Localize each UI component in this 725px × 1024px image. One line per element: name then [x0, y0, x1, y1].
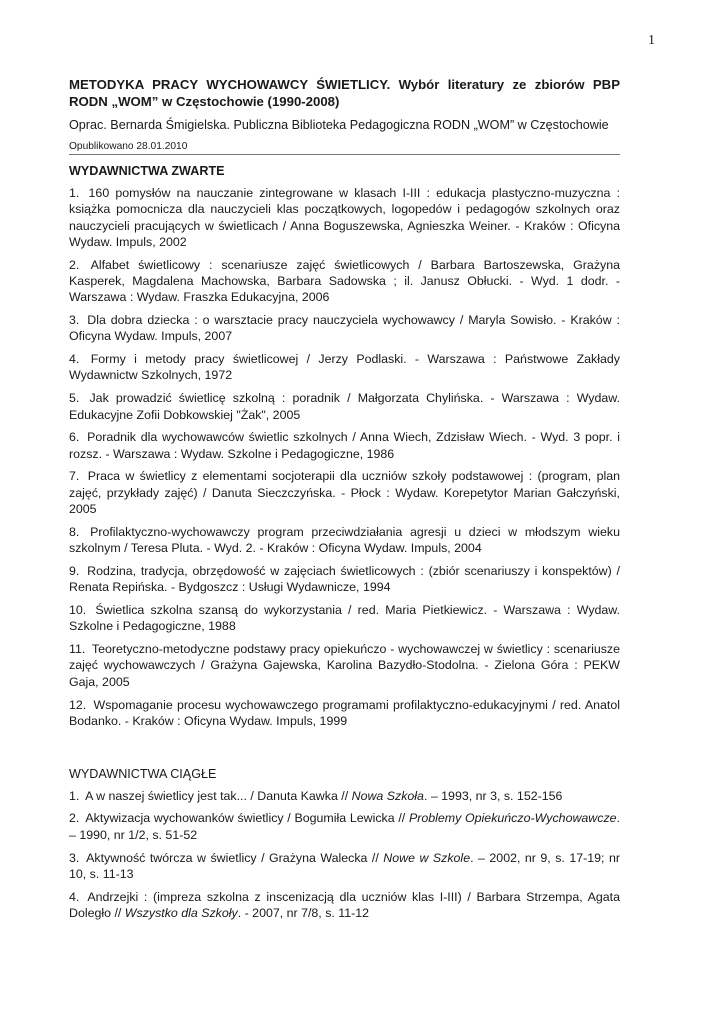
list-item: [69, 468, 620, 517]
list-item: [69, 563, 620, 596]
journal-title: Wszystko dla Szkoły: [124, 905, 238, 920]
list-item: [69, 889, 620, 922]
list-item: [69, 312, 620, 345]
serials-list: [69, 788, 620, 922]
page-number: 1: [648, 33, 655, 48]
document-title: METODYKA PRACY WYCHOWAWCY ŚWIETLICY. Wybór literatury ze zbiorów PBP RODN „WOM” w Częstochowie (1990-2008): [69, 77, 620, 109]
entry-number: 11.: [69, 642, 86, 657]
document-body: [69, 76, 620, 928]
entry-number: 2.: [69, 257, 80, 272]
entry-number: 6.: [69, 430, 80, 445]
entry-number: 4.: [69, 889, 80, 904]
list-item: [69, 697, 620, 730]
list-item: [69, 641, 620, 690]
entry-details: . – 1993, nr 3, s. 152-156: [423, 788, 563, 803]
entry-number: 9.: [69, 563, 80, 578]
entry-text: Rodzina, tradycja, obrzędowość w zajęciach świetlicowych : (zbiór scenariuszy i konspektów) / Renata Repińska. - Bydgoszcz : Usługi Wydawnicze, 1994: [69, 563, 620, 595]
entry-number: 10.: [69, 603, 87, 618]
entry-number: 12.: [69, 697, 87, 712]
entry-text: Poradnik dla wychowawców świetlic szkolnych / Anna Wiech, Zdzisław Wiech. - Wyd. 3 popr. i rozsz. - Warszawa : Wydaw. Szkolne i Pedagogiczne, 1986: [69, 430, 620, 461]
entry-number: 5.: [69, 391, 80, 406]
journal-title: Nowe w Szkole: [383, 850, 471, 865]
list-item: [69, 602, 620, 635]
entry-text: Aktywizacja wychowanków świetlicy / Bogumiła Lewicka //: [85, 811, 409, 826]
entry-details: . – 1990, nr 1/2, s. 51-52: [69, 811, 620, 842]
published-date: Opublikowano 28.01.2010: [69, 141, 620, 155]
entry-text: Dla dobra dziecka : o warsztacie pracy nauczyciela wychowawcy / Maryla Sowisło. - Kraków : Oficyna Wydaw. Impuls, 2007: [69, 313, 620, 344]
entry-number: 3.: [69, 850, 80, 865]
list-item: [69, 390, 620, 423]
entry-details: . - 2007, nr 7/8, s. 11-12: [237, 905, 370, 920]
section-heading-serials: WYDAWNICTWA CIĄGŁE: [69, 766, 217, 781]
list-item: [69, 810, 620, 843]
list-item: [69, 850, 620, 883]
list-item: [69, 185, 620, 250]
entry-text: Alfabet świetlicowy : scenariusze zajęć świetlicowych / Barbara Bartoszewska, Grażyna Kasperek, Magdalena Machowska, Barbara Sadowska ; il. Janusz Obłucki. - Wyd. 1 dodr. - Warszawa : Wydaw. Fraszka Edukacyjna, 2006: [69, 257, 620, 305]
section-heading-monographs: WYDAWNICTWA ZWARTE: [69, 164, 225, 178]
list-item: [69, 524, 620, 557]
entry-text: Świetlica szkolna szansą do wykorzystania / red. Maria Pietkiewicz. - Warszawa : Wydaw. Szkolne i Pedagogiczne, 1988: [69, 603, 620, 634]
entry-text: Wspomaganie procesu wychowawczego programami profilaktyczno-edukacyjnymi / red. Anatol Bodanko. - Kraków : Oficyna Wydaw. Impuls, 1999: [69, 697, 620, 728]
entry-number: 7.: [69, 469, 80, 484]
entry-text: A w naszej świetlicy jest tak... / Danuta Kawka //: [85, 788, 352, 803]
list-item: [69, 788, 620, 804]
entry-text: Profilaktyczno-wychowawczy program przeciwdziałania agresji u dzieci w młodszym wieku szkolnym / Teresa Pluta. - Wyd. 2. - Kraków : Oficyna Wydaw. Impuls, 2004: [69, 524, 620, 556]
entry-details: . – 2002, nr 9, s. 17-19; nr 10, s. 11-13: [69, 850, 621, 881]
section-spacer: [69, 736, 620, 758]
entry-number: 8.: [69, 524, 80, 539]
entry-text: Praca w świetlicy z elementami socjoterapii dla uczniów szkoły podstawowej : (program, plan zajęć, przykłady zajęć) / Danuta Sieczczyńska. - Płock : Wydaw. Korepetytor Marian Gałczyński, 2005: [69, 469, 620, 517]
entry-text: Formy i metody pracy świetlicowej / Jerzy Podlaski. - Warszawa : Państwowe Zakłady Wydawnictw Szkolnych, 1972: [69, 352, 620, 383]
monographs-list: [69, 185, 620, 729]
entry-text: Teoretyczno-metodyczne podstawy pracy opiekuńczo - wychowawczej w świetlicy : scenariusze zajęć wychowawczych / Grażyna Gajewska, Karolina Bazydło-Stodolna. - Zielona Góra : PEKW Gaja, 2005: [69, 642, 621, 689]
entry-number: 1.: [69, 788, 80, 803]
entry-text: Jak prowadzić świetlicę szkolną : poradnik / Małgorzata Chylińska. - Warszawa : Wydaw. Edukacyjne Zofii Dobkowskiej "Żak", 2005: [69, 391, 620, 422]
document-subtitle: Oprac. Bernarda Śmigielska. Publiczna Biblioteka Pedagogiczna RODN „WOM” w Częstochowie: [69, 118, 609, 132]
list-item: [69, 351, 620, 384]
entry-text: Andrzejki : (impreza szkolna z inscenizacją dla uczniów klas I-III) / Barbara Strzempa, Agata Doległo //: [69, 889, 620, 920]
entry-text: 160 pomysłów na nauczanie zintegrowane w klasach I-III : edukacja plastyczno-muzyczna : książka pomocnicza dla nauczycieli klas początkowych, logopedów i pedagogów szkolnych oraz nauczycieli pracujących w świetlicach / Anna Boguszewska, Agnieszka Weiner. - Kraków : Oficyna Wydaw. Impuls, 2002: [69, 186, 620, 249]
list-item: [69, 429, 620, 462]
entry-number: 2.: [69, 811, 80, 826]
entry-text: Aktywność twórcza w świetlicy / Grażyna Walecka //: [86, 850, 384, 865]
journal-title: Problemy Opiekuńczo-Wychowawcze: [408, 811, 617, 826]
journal-title: Nowa Szkoła: [351, 788, 424, 803]
entry-number: 1.: [69, 186, 80, 200]
entry-number: 3.: [69, 313, 80, 328]
list-item: [69, 257, 620, 306]
entry-number: 4.: [69, 352, 80, 367]
